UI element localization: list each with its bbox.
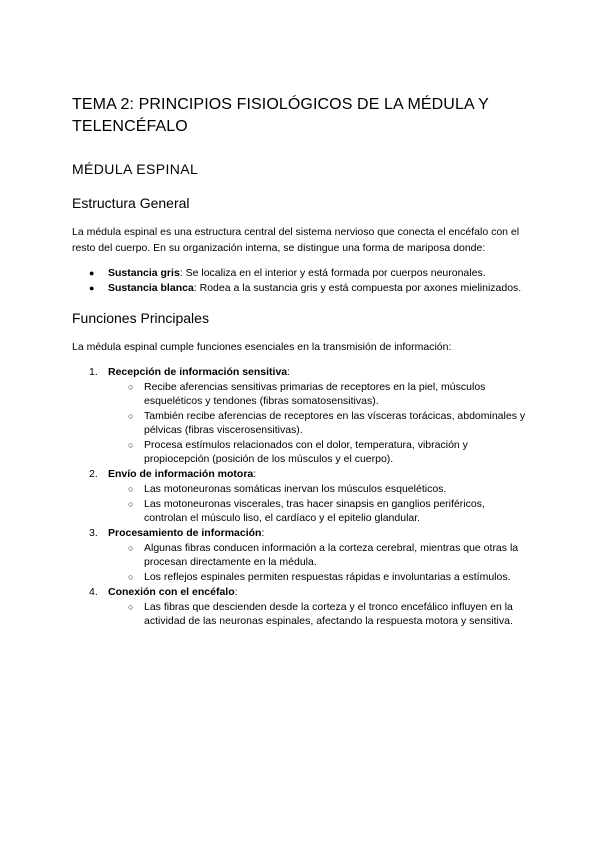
sub-item-text: Recibe aferencias sensitivas primarias de receptores en la piel, músculos esqueléticos y tendones (fibras somatosensitivas). xyxy=(144,381,486,407)
sub-list xyxy=(108,541,528,584)
item-title: Procesamiento de información xyxy=(108,527,262,539)
list-item xyxy=(72,266,528,280)
functions-heading: Funciones Principales xyxy=(72,310,209,326)
functions-list xyxy=(72,365,528,628)
list-item xyxy=(72,281,528,295)
item-title-suffix: : xyxy=(261,527,265,539)
item-number: 3. xyxy=(89,527,98,539)
functions-intro: La médula espinal cumple funciones esenciales en la transmisión de información: xyxy=(72,341,452,353)
document-title: TEMA 2: PRINCIPIOS FISIOLÓGICOS DE LA MÉDULA Y TELENCÉFALO xyxy=(72,96,489,135)
section-heading: MÉDULA ESPINAL xyxy=(72,161,199,177)
list-item-text: : Rodea a la sustancia gris y está compuesta por axones mielinizados. xyxy=(193,282,522,294)
sub-item-text: Los reflejos espinales permiten respuestas rápidas e involuntarias a estímulos. xyxy=(144,571,511,583)
sub-list-item xyxy=(108,380,528,408)
structure-list xyxy=(72,266,528,295)
sub-list-item xyxy=(108,497,528,525)
sub-list-item xyxy=(108,409,528,437)
list-item-text: : Se localiza en el interior y está formada por cuerpos neuronales. xyxy=(179,267,486,279)
sub-item-text: También recibe aferencias de receptores en las vísceras torácicas, abdominales y pélvicas (fibras viscerosensitivas). xyxy=(144,410,526,436)
item-number: 2. xyxy=(89,468,98,480)
circle-bullet-icon: ○ xyxy=(128,484,134,494)
sub-list-item xyxy=(108,570,528,584)
sub-list-item xyxy=(108,438,528,466)
list-item-term: Sustancia gris xyxy=(108,267,180,279)
sub-list xyxy=(108,380,528,466)
item-title: Conexión con el encéfalo xyxy=(108,586,235,598)
item-title-suffix: : xyxy=(287,366,291,378)
circle-bullet-icon: ○ xyxy=(128,411,134,421)
item-title: Envío de información motora xyxy=(108,468,254,480)
sub-list-item xyxy=(108,482,528,496)
sub-item-text: Algunas fibras conducen información a la corteza cerebral, mientras que otras la procesan directamente en la médula. xyxy=(144,542,519,568)
circle-bullet-icon: ○ xyxy=(128,543,134,553)
circle-bullet-icon: ○ xyxy=(128,499,134,509)
item-title: Recepción de información sensitiva xyxy=(108,366,288,378)
circle-bullet-icon: ○ xyxy=(128,382,134,392)
sub-item-text: Procesa estímulos relacionados con el dolor, temperatura, vibración y propiocepción (posición de los músculos y el cuerpo). xyxy=(144,439,468,465)
sub-item-text: Las motoneuronas viscerales, tras hacer sinapsis en ganglios periféricos, controlan el músculo liso, el cardíaco y el epitelio glandular. xyxy=(144,498,485,524)
bullet-icon: ● xyxy=(89,283,95,293)
numbered-item xyxy=(72,585,528,628)
item-title-suffix: : xyxy=(253,468,257,480)
numbered-item xyxy=(72,467,528,525)
sub-list xyxy=(108,482,528,525)
numbered-item xyxy=(72,365,528,466)
circle-bullet-icon: ○ xyxy=(128,440,134,450)
sub-item-text: Las fibras que descienden desde la corteza y el tronco encefálico influyen en la actividad de las neuronas espinales, afectando la respuesta motora y sensitiva. xyxy=(144,601,513,627)
item-number: 1. xyxy=(89,366,98,378)
sub-list xyxy=(108,600,528,628)
circle-bullet-icon: ○ xyxy=(128,572,134,582)
sub-list-item xyxy=(108,541,528,569)
numbered-item xyxy=(72,526,528,584)
structure-intro: La médula espinal es una estructura central del sistema nervioso que conecta el encéfalo con el resto del cuerpo. En su organización interna, se distingue una forma de mariposa donde: xyxy=(72,226,520,254)
structure-heading: Estructura General xyxy=(72,195,190,211)
sub-list-item xyxy=(108,600,528,628)
sub-item-text: Las motoneuronas somáticas inervan los músculos esqueléticos. xyxy=(144,483,447,495)
item-number: 4. xyxy=(89,586,98,598)
item-title-suffix: : xyxy=(234,586,238,598)
bullet-icon: ● xyxy=(89,268,95,278)
circle-bullet-icon: ○ xyxy=(128,602,134,612)
list-item-term: Sustancia blanca xyxy=(108,282,194,294)
